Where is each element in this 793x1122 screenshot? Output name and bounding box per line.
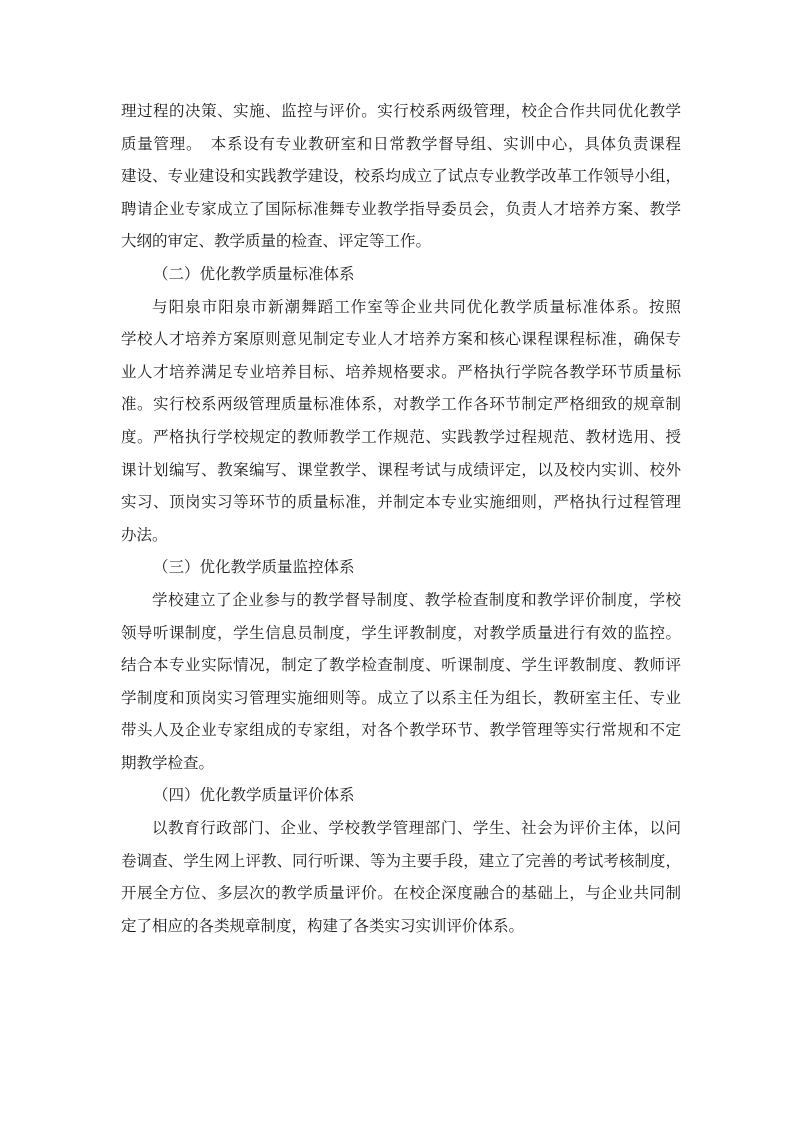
paragraph-line: 质量管理。 本系设有专业教研室和日常教学督导组、实训中心，具体负责课程 (121, 134, 681, 153)
paragraph-line: 度。严格执行学校规定的教师教学工作规范、实践教学过程规范、教材选用、授 (121, 427, 681, 446)
section-heading-monitoring: （三）优化教学质量监控体系 (153, 558, 355, 577)
paragraph-line: 聘请企业专家成立了国际标准舞专业教学指导委员会，负责人才培养方案、教学 (121, 199, 681, 218)
paragraph-line: 学制度和顶岗实习管理实施细则等。成立了以系主任为组长，教研室主任、专业 (121, 688, 681, 707)
paragraph-line: 定了相应的各类规章制度，构建了各类实习实训评价体系。 (121, 916, 525, 935)
paragraph-line: 与阳泉市阳泉市新潮舞蹈工作室等企业共同优化教学质量标准体系。按照 (152, 297, 681, 316)
paragraph-line: 建设、专业建设和实践教学建设，校系均成立了试点专业教学改革工作领导小组， (121, 167, 681, 186)
paragraph-line: 结合本专业实际情况，制定了教学检查制度、听课制度、学生评教制度、教师评 (121, 656, 681, 675)
paragraph-line: 办法。 (121, 525, 168, 544)
paragraph-line: 学校人才培养方案原则意见制定专业人才培养方案和核心课程课程标准，确保专 (121, 330, 681, 349)
paragraph-line: 准。实行校系两级管理质量标准体系，对教学工作各环节制定严格细致的规章制 (121, 395, 681, 414)
section-heading-standards: （二）优化教学质量标准体系 (153, 264, 355, 283)
paragraph-line: 实习、顶岗实习等环节的质量标准，并制定本专业实施细则，严格执行过程管理 (121, 493, 681, 512)
paragraph-line: 学校建立了企业参与的教学督导制度、教学检查制度和教学评价制度，学校 (152, 590, 681, 609)
paragraph-line: 期教学检查。 (121, 753, 215, 772)
paragraph-line: 以教育行政部门、企业、学校教学管理部门、学生、社会为评价主体，以问 (152, 819, 681, 838)
paragraph-line: 业人才培养满足专业培养目标、培养规格要求。严格执行学院各教学环节质量标 (121, 362, 681, 381)
paragraph-line: 卷调查、学生网上评教、同行听课、等为主要手段，建立了完善的考试考核制度， (121, 851, 681, 870)
paragraph-line: 大纲的审定、教学质量的检查、评定等工作。 (121, 232, 432, 251)
paragraph-line: 开展全方位、多层次的教学质量评价。在校企深度融合的基础上，与企业共同制 (121, 884, 681, 903)
document-body (121, 95, 681, 942)
paragraph-line: 领导听课制度，学生信息员制度，学生评教制度，对教学质量进行有效的监控。 (121, 623, 681, 642)
paragraph-line: 理过程的决策、实施、监控与评价。实行校系两级管理，校企合作共同优化教学 (121, 102, 681, 120)
paragraph-line: 带头人及企业专家组成的专家组，对各个教学环节、教学管理等实行常规和不定 (121, 721, 681, 740)
paragraph-line: 课计划编写、教案编写、课堂教学、课程考试与成绩评定，以及校内实训、校外 (121, 460, 681, 479)
section-heading-evaluation: （四）优化教学质量评价体系 (153, 786, 355, 805)
